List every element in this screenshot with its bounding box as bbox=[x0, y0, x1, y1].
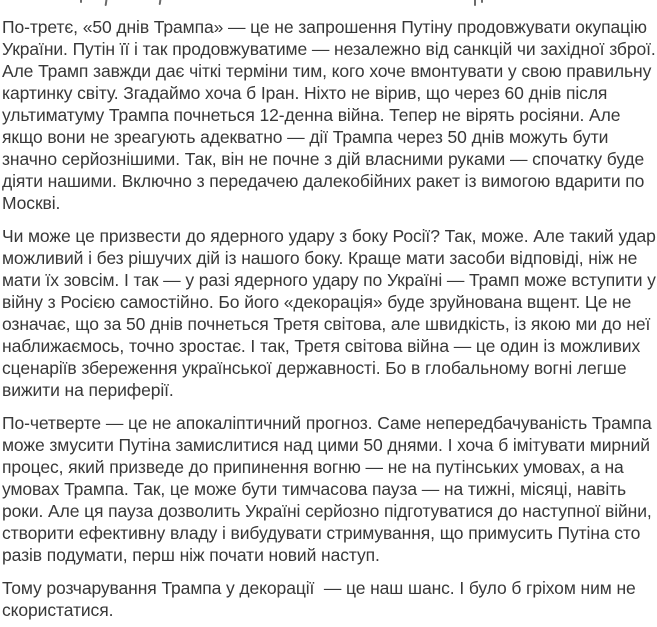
paragraph bbox=[2, 412, 657, 566]
text-line: Але Трамп завжди дає чіткі терміни тим, кого хоче вмонтувати у свою правильну bbox=[2, 61, 652, 81]
text-line: картинку світу. Згадаймо хоча б Іран. Ніхто не вірив, що через 60 днів після bbox=[2, 83, 608, 103]
clipped-text-fragment bbox=[159, 0, 162, 5]
text-line: може змусити Путіна замислитися над цими 50 днями. І хоча б імітувати мирний bbox=[2, 435, 650, 455]
text-line: значно серйознішими. Так, він не почне з дій власними руками — спочатку буде bbox=[2, 149, 645, 169]
paragraphs-container bbox=[2, 16, 657, 621]
text-line: означає, що за 50 днів почнеться Третя світова, але швидкість, із якою ми до неї bbox=[2, 314, 651, 334]
text-line: мати їх зовсім. І так — у разі ядерного удару по Україні — Трамп може вступити у bbox=[2, 270, 656, 290]
text-line: По-четверте — це не апокаліптичний прогноз. Саме непередбачуваність Трампа bbox=[2, 413, 652, 433]
clipped-text-fragment bbox=[105, 0, 108, 6]
paragraph bbox=[2, 16, 657, 214]
text-line: скористатися. bbox=[2, 600, 114, 620]
clipped-top-line bbox=[2, 0, 657, 7]
text-line: разів подумати, перш ніж почати новий наступ. bbox=[2, 545, 380, 565]
text-line: якщо вони не зреагують адекватно — дії Трампа через 50 днів можуть бути bbox=[2, 127, 609, 147]
text-line: умовах Трампа. Так, це може бути тимчасова пауза — на тижні, місяці, навіть bbox=[2, 479, 627, 499]
text-line: Чи може це призвести до ядерного удару з боку Росії? Так, може. Але такий удар bbox=[2, 226, 656, 246]
clipped-text-fragment bbox=[481, 0, 483, 3]
text-line: ультиматуму Трампа почнеться 12-денна війна. Тепер не вірять росіяни. Але bbox=[2, 105, 621, 125]
text-line: процес, який призведе до припинення вогню — не на путінських умовах, а на bbox=[2, 457, 624, 477]
paragraph bbox=[2, 577, 657, 621]
paragraph bbox=[2, 225, 657, 401]
text-line: роки. Але ця пауза дозволить Україні серйозно підготуватися до наступної війни, bbox=[2, 501, 652, 521]
text-line: України. Путін її і так продовжуватиме — незалежно від санкцій чи західної зброї. bbox=[2, 39, 656, 59]
text-line: Тому розчарування Трампа у декорації — це наш шанс. І було б гріхом ним не bbox=[2, 578, 636, 598]
text-line: сценаріїв збереження української державності. Бо в глобальному вогні легше bbox=[2, 358, 627, 378]
text-line: Москві. bbox=[2, 193, 61, 213]
text-line: створити ефективну владу і вибудувати стримування, що примусить Путіна сто bbox=[2, 523, 641, 543]
text-line: наближаємось, точно зростає. І так, Третя світова війна — це один із можливих bbox=[2, 336, 641, 356]
text-line: По-третє, «50 днів Трампа» — це не запрошення Путіну продовжувати окупацію bbox=[2, 17, 647, 37]
clipped-text-fragment bbox=[474, 0, 476, 6]
text-line: війну з Росією самостійно. Бо його «декорація» буде зруйнована вщент. Це не bbox=[2, 292, 632, 312]
text-line: можливий і без рішучих дій із нашого боку. Краще мати засоби відповіді, ніж не bbox=[2, 248, 638, 268]
text-line: вижити на периферії. bbox=[2, 380, 174, 400]
text-line: діяти нашими. Включно з передачею далекобійних ракет із вимогою вдарити по bbox=[2, 171, 645, 191]
clipped-text-fragment bbox=[80, 0, 82, 3]
